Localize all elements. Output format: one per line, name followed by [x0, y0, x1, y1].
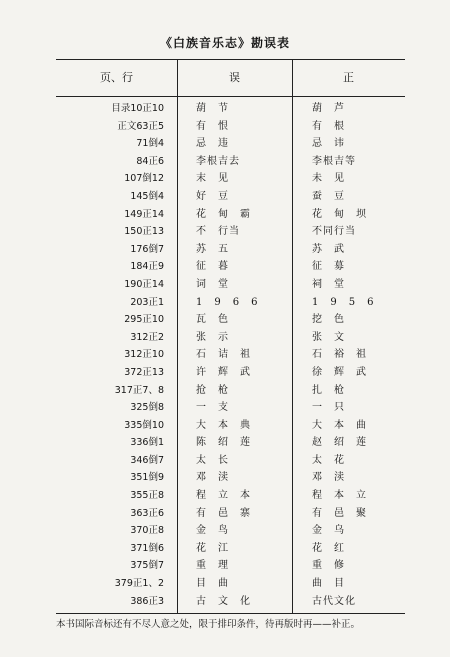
table-row	[56, 329, 405, 347]
row-position: 370正8	[130, 525, 164, 537]
table-row	[56, 206, 405, 224]
table-row	[56, 417, 405, 435]
row-wrong-text: 词 堂	[196, 278, 229, 290]
errata-table	[56, 59, 405, 614]
row-wrong-text: 目 曲	[196, 578, 229, 590]
row-correct-text: 大 本 曲	[312, 419, 367, 431]
row-correct-text: 花 甸 坝	[312, 208, 367, 220]
row-correct-text: 苏 武	[312, 243, 345, 255]
row-position: 190正14	[124, 278, 164, 290]
row-wrong-text: 石 诘 祖	[196, 349, 251, 361]
row-correct-text: 程 本 立	[312, 490, 367, 502]
row-position: 363正6	[130, 507, 164, 519]
row-wrong-text: 不 行当	[196, 226, 240, 238]
row-correct-text: 扎 枪	[312, 384, 345, 396]
row-wrong-text: 抢 枪	[196, 384, 229, 396]
table-row	[56, 540, 405, 558]
row-correct-text: 重 修	[312, 560, 345, 572]
table-row	[56, 452, 405, 470]
table-row	[56, 434, 405, 452]
row-wrong-text: 张 示	[196, 331, 229, 343]
header-correct: 正	[343, 71, 354, 84]
row-position: 176倒7	[130, 243, 164, 255]
table-row	[56, 294, 405, 312]
row-position: 317正7、8	[114, 384, 164, 396]
row-correct-text: 挖 色	[312, 314, 345, 326]
row-wrong-text: 金 鸟	[196, 525, 229, 537]
header-position: 页、行	[100, 71, 133, 84]
table-row	[56, 487, 405, 505]
table-row	[56, 118, 405, 136]
row-wrong-text: 花 甸 霸	[196, 208, 251, 220]
table-row	[56, 346, 405, 364]
header-divider	[56, 96, 405, 97]
row-position: 71倒4	[136, 138, 164, 150]
row-wrong-text: 忌 违	[196, 138, 229, 150]
table-row	[56, 575, 405, 593]
row-correct-text: 有 根	[312, 120, 345, 132]
row-correct-text: 徐 辉 武	[312, 366, 367, 378]
row-position: 203正1	[130, 296, 164, 308]
table-row	[56, 469, 405, 487]
table-row	[56, 223, 405, 241]
row-position: 正文63正5	[117, 120, 164, 132]
row-correct-text: 征 募	[312, 261, 345, 273]
row-wrong-text: 征 暮	[196, 261, 229, 273]
row-correct-text: 1 9 5 6	[312, 296, 375, 308]
footnote: 本书国际音标还有不尽人意之处，限于排印条件，待再版时再——补正。	[56, 619, 361, 630]
row-position: 目录10正10	[111, 103, 164, 114]
row-position: 312正10	[124, 349, 164, 361]
row-position: 336倒1	[130, 437, 164, 449]
row-wrong-text: 葫 节	[196, 103, 229, 114]
row-correct-text: 赵 绍 莲	[312, 437, 367, 449]
table-row	[56, 276, 405, 294]
row-correct-text: 忌 讳	[312, 138, 345, 150]
row-correct-text: 不同行当	[312, 226, 356, 238]
table-row	[56, 258, 405, 276]
row-correct-text: 石 裕 祖	[312, 349, 367, 361]
row-wrong-text: 程 立 本	[196, 490, 251, 502]
row-correct-text: 祠 堂	[312, 278, 345, 290]
row-wrong-text: 有 恨	[196, 120, 229, 132]
row-correct-text: 古代文化	[312, 595, 356, 607]
page-title: 《白族音乐志》勘误表	[159, 36, 290, 50]
table-row	[56, 505, 405, 523]
row-position: 150正13	[124, 226, 164, 238]
row-position: 107倒12	[124, 173, 164, 185]
row-position: 379正1、2	[114, 578, 164, 590]
table-row	[56, 100, 405, 118]
row-position: 84正6	[136, 155, 164, 167]
row-position: 149正14	[124, 208, 164, 220]
row-position: 184正9	[130, 261, 164, 273]
row-position: 346倒7	[130, 454, 164, 466]
table-row	[56, 399, 405, 417]
row-wrong-text: 好 豆	[196, 190, 229, 202]
row-wrong-text: 瓦 色	[196, 314, 229, 326]
table-row	[56, 382, 405, 400]
row-position: 295正10	[124, 314, 164, 326]
row-correct-text: 张 文	[312, 331, 345, 343]
table-row	[56, 557, 405, 575]
row-wrong-text: 花 江	[196, 542, 229, 554]
row-correct-text: 李根吉等	[312, 155, 356, 167]
row-wrong-text: 邓 渎	[196, 472, 229, 484]
table-body	[56, 100, 405, 610]
row-position: 312正2	[130, 331, 164, 343]
row-correct-text: 邓 渎	[312, 472, 345, 484]
row-wrong-text: 1 9 6 6	[196, 296, 259, 308]
row-wrong-text: 苏 五	[196, 243, 229, 255]
row-position: 145倒4	[130, 190, 164, 202]
row-correct-text: 蚕 豆	[312, 190, 345, 202]
row-correct-text: 葫 芦	[312, 103, 345, 114]
row-correct-text: 花 红	[312, 542, 345, 554]
table-row	[56, 153, 405, 171]
row-wrong-text: 一 支	[196, 402, 229, 414]
row-wrong-text: 有 邑 寨	[196, 507, 251, 519]
row-correct-text: 有 邑 聚	[312, 507, 367, 519]
table-row	[56, 135, 405, 153]
table-row	[56, 311, 405, 329]
row-position: 372正13	[124, 366, 164, 378]
row-wrong-text: 大 本 典	[196, 419, 251, 431]
row-wrong-text: 李根吉去	[196, 155, 240, 167]
row-wrong-text: 太 长	[196, 454, 229, 466]
row-correct-text: 曲 目	[312, 578, 345, 590]
row-position: 371倒6	[130, 542, 164, 554]
row-wrong-text: 陈 绍 莲	[196, 437, 251, 449]
row-wrong-text: 古 文 化	[196, 595, 251, 607]
row-correct-text: 一 只	[312, 402, 345, 414]
table-row	[56, 522, 405, 540]
row-position: 335倒10	[124, 419, 164, 431]
header-wrong: 误	[229, 71, 240, 84]
table-row	[56, 188, 405, 206]
row-correct-text: 金 乌	[312, 525, 345, 537]
table-row	[56, 364, 405, 382]
row-position: 375倒7	[130, 560, 164, 572]
table-row	[56, 241, 405, 259]
row-wrong-text: 许 辉 武	[196, 366, 251, 378]
row-correct-text: 太 花	[312, 454, 345, 466]
row-position: 325倒8	[130, 402, 164, 414]
row-wrong-text: 重 理	[196, 560, 229, 572]
row-position: 351倒9	[130, 472, 164, 484]
table-row	[56, 593, 405, 611]
row-position: 386正3	[130, 595, 164, 607]
row-correct-text: 未 见	[312, 173, 345, 185]
row-position: 355正8	[130, 490, 164, 502]
row-wrong-text: 末 见	[196, 173, 229, 185]
table-row	[56, 170, 405, 188]
